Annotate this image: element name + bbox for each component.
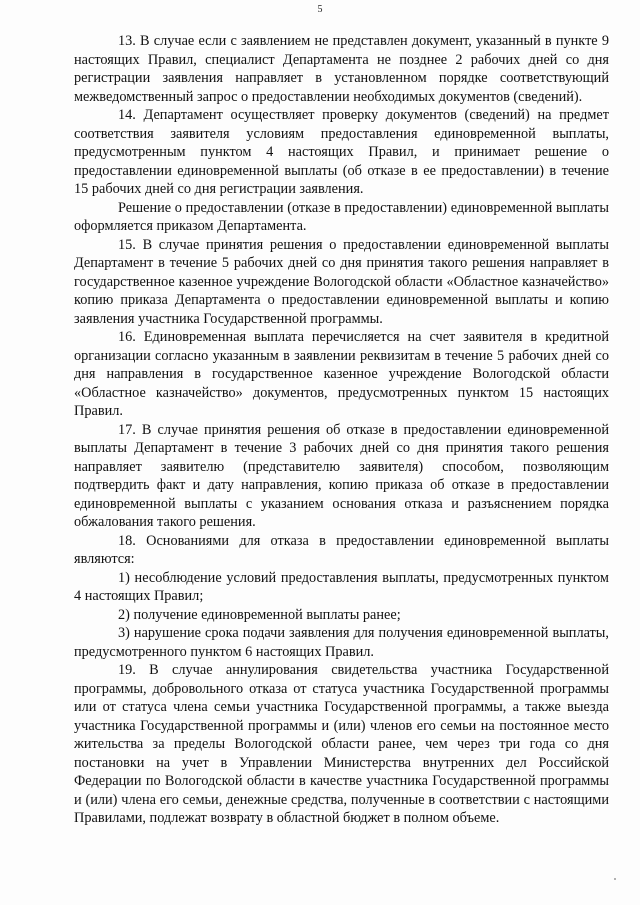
paragraph-18-item-3: 3) нарушение срока подачи заявления для получения единовременной выплаты, предусмотренного пунктом 6 настоящих Правил. xyxy=(74,625,609,660)
scan-speck xyxy=(614,878,616,880)
paragraph-19: 19. В случае аннулирования свидетельства участника Государственной программы, добровольного отказа от статуса участника Государственной программы или от статуса члена семьи участника Государственной программы, а также выезда участника Государственной программы и (или) членов его семьи на постоянное место жительства за пределы Вологодской области ранее, чем через три года со дня постановки на учет в Управлении Министерства внутренних дел Российской Федерации по Вологодской области в качестве участника Государственной программы и (или) члена его семьи, денежные средства, полученные в соответствии с настоящими Правилами, подлежат возврату в областной бюджет в полном объеме. xyxy=(74,662,609,826)
paragraph-15: 15. В случае принятия решения о предоставлении единовременной выплаты Департамент в течение 5 рабочих дней со дня принятия такого решения направляет в государственное казенное учреждение Вологодской области «Областное казначейство» копию приказа Департамента о предоставлении единовременной выплаты и копию заявления участника Государственной программы. xyxy=(74,236,609,327)
paragraph-14-decision: Решение о предоставлении (отказе в предоставлении) единовременной выплаты оформляется приказом Департамента. xyxy=(74,199,609,234)
paragraph-14: 14. Департамент осуществляет проверку документов (сведений) на предмет соответствия заявителя условиям предоставления единовременной выплаты, предусмотренным пунктом 4 настоящих Правил, и принимает решение о предоставлении единовременной выплаты (об отказе в ее предоставлении) в течение 15 рабочих дней со дня регистрации заявления. xyxy=(74,107,609,197)
paragraph-18-item-1: 1) несоблюдение условий предоставления выплаты, предусмотренных пунктом 4 настоящих Правил; xyxy=(74,569,609,604)
paragraph-18-item-2: 2) получение единовременной выплаты ранее; xyxy=(118,606,401,623)
document-body xyxy=(74,32,609,828)
paragraph-17: 17. В случае принятия решения об отказе в предоставлении единовременной выплаты Департамент в течение 3 рабочих дней со дня принятия такого решения направляет заявителю (представителю заявителя) способом, позволяющим подтвердить факт и дату направления, копию приказа об отказе в предоставлении единовременной выплаты с указанием основания отказа и разъяснением порядка обжалования такого решения. xyxy=(74,421,609,530)
paragraph-18: 18. Основаниями для отказа в предоставлении единовременной выплаты являются: xyxy=(74,532,609,567)
page-number: 5 xyxy=(317,4,323,15)
paragraph-16: 16. Единовременная выплата перечисляется на счет заявителя в кредитной организации согласно указанным в заявлении реквизитам в течение 5 рабочих дней со дня направления в государственное казенное учреждение Вологодской области «Областное казначейство» документов, предусмотренных пунктом 15 настоящих Правил. xyxy=(74,329,609,419)
paragraph-13: 13. В случае если с заявлением не представлен документ, указанный в пункте 9 настоящих Правил, специалист Департамента не позднее 2 рабочих дней со дня регистрации заявления направляет в установленном порядке соответствующий межведомственный запрос о предоставлении необходимых документов (сведений). xyxy=(74,33,609,105)
